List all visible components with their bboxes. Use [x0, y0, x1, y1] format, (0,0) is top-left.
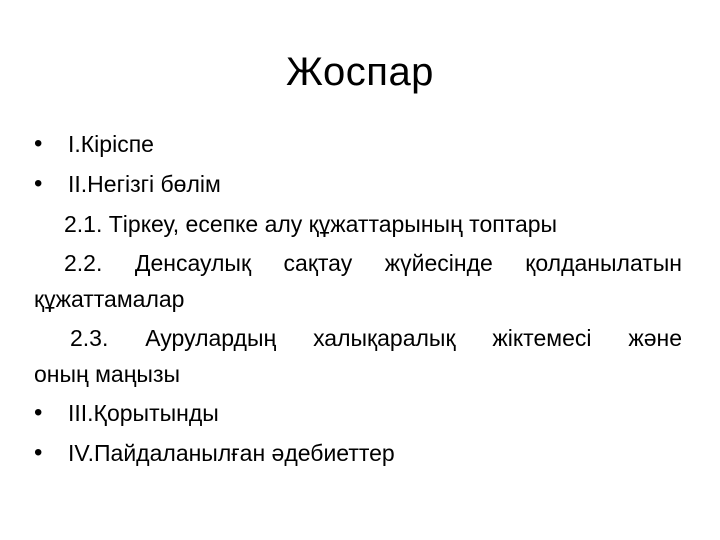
outline-item-text: III.Қорытынды [68, 400, 219, 426]
outline-subitem-text-line1: 2.2. Денсаулық сақтау жүйесінде қолданылатын [64, 250, 682, 276]
outline-subitem-text: 2.1. Тіркеу, есепке алу құжаттарының топтары [64, 211, 558, 237]
bullet-icon: • [34, 439, 43, 466]
outline-subitem-text-line1: 2.3. Аурулардың халықаралық жіктемесі және [70, 325, 682, 351]
outline-item-text: I.Кіріспе [68, 131, 154, 157]
slide-title: Жоспар [286, 50, 434, 94]
bullet-icon: • [34, 170, 43, 197]
outline-item-main-part [34, 166, 682, 202]
outline-list [34, 126, 682, 475]
outline-item-references [34, 435, 682, 471]
bullet-icon: • [34, 399, 43, 426]
bullet-icon: • [34, 130, 43, 157]
outline-subitem-2-3 [34, 320, 682, 392]
outline-subitem-text-line2: оның маңызы [34, 361, 181, 387]
outline-item-text: IV.Пайдаланылған әдебиеттер [68, 440, 395, 466]
outline-subitem-2-2 [34, 245, 682, 317]
outline-item-conclusion [34, 395, 682, 431]
outline-subitem-2-1 [34, 206, 682, 242]
outline-item-text: II.Негізгі бөлім [68, 171, 221, 197]
outline-subitem-text-line2: құжаттамалар [34, 286, 185, 312]
outline-item-introduction [34, 126, 682, 162]
